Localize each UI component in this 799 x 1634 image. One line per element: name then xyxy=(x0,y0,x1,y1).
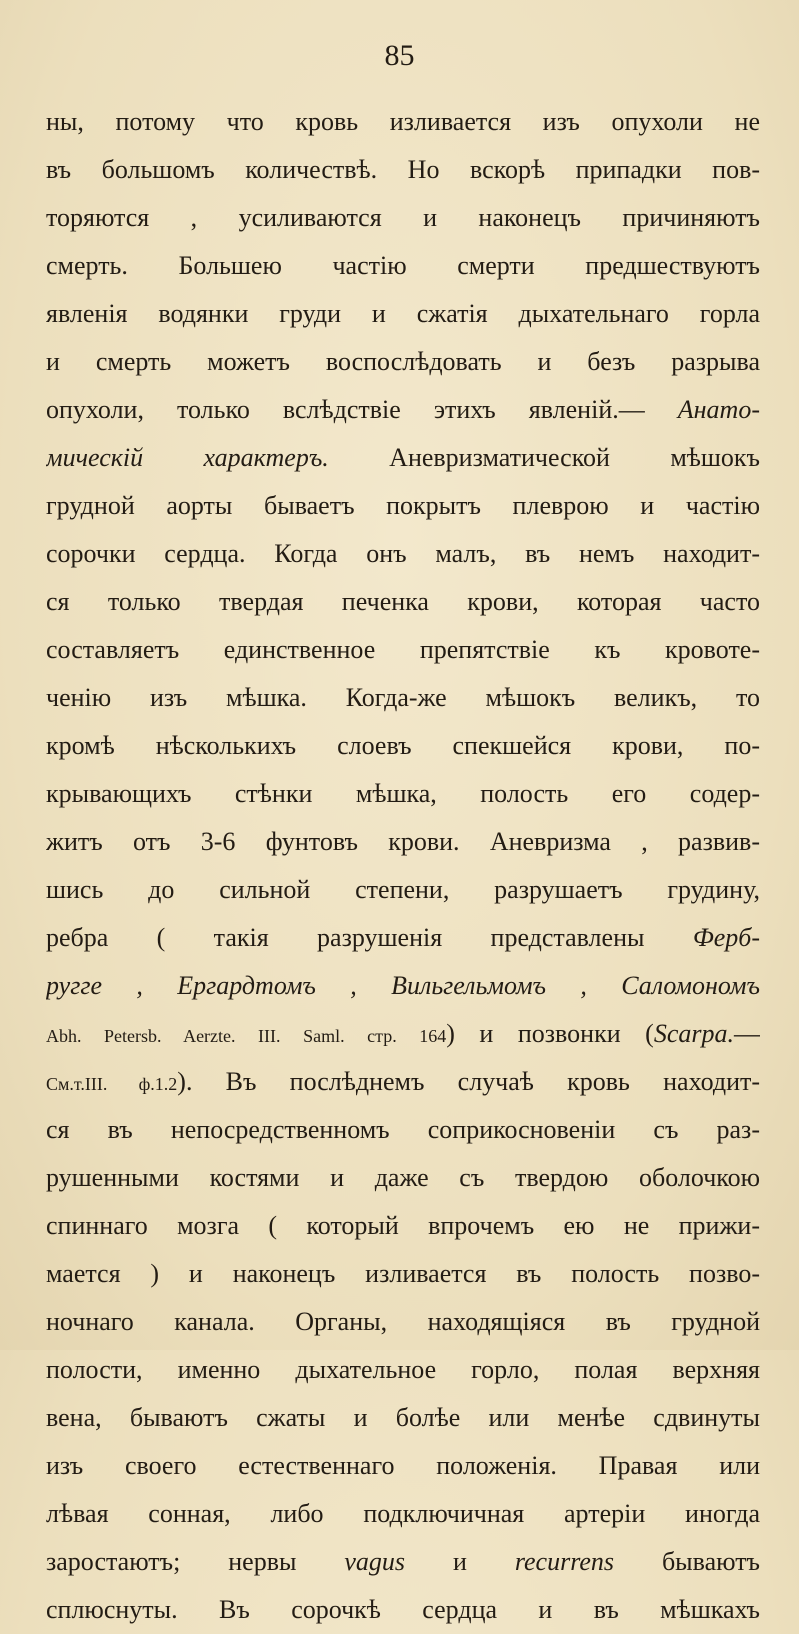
italic-text: мическій характеръ. xyxy=(46,443,329,472)
text-line xyxy=(46,338,760,386)
text-segment: вена, бываютъ сжаты и болѣе или менѣе сдвинуты xyxy=(46,1403,760,1432)
text-segment: житъ отъ 3-6 фунтовъ крови. Аневризма , развив- xyxy=(46,827,760,856)
text-line xyxy=(46,146,760,194)
text-line xyxy=(46,818,760,866)
text-line xyxy=(46,194,760,242)
text-line xyxy=(46,98,760,146)
text-segment: явленія водянки груди и сжатія дыхательнаго горла xyxy=(46,299,760,328)
text-segment: составляетъ единственное препятствіе къ кровоте- xyxy=(46,635,760,664)
text-segment: грудной аорты бываетъ покрытъ плеврою и частію xyxy=(46,491,760,520)
text-segment: сорочки сердца. Когда онъ малъ, въ немъ находит- xyxy=(46,539,760,568)
text-line xyxy=(46,1058,760,1106)
text-line xyxy=(46,1298,760,1346)
text-line xyxy=(46,530,760,578)
text-segment: полости, именно дыхательное горло, полая верхняя xyxy=(46,1355,760,1384)
text-segment: бываютъ xyxy=(614,1547,760,1576)
text-segment: торяются , усиливаются и наконецъ причиняютъ xyxy=(46,203,760,232)
text-segment: лѣвая сонная, либо подключичная артеріи иногда xyxy=(46,1499,760,1528)
text-segment: заростаютъ; нервы xyxy=(46,1547,345,1576)
text-segment: — xyxy=(733,1019,760,1048)
text-segment: мается ) и наконецъ изливается въ полость позво- xyxy=(46,1259,760,1288)
text-segment: Аневризматической мѣшокъ xyxy=(328,443,760,472)
reference-text: См.т.III. ф.1.2 xyxy=(46,1074,178,1094)
text-line xyxy=(46,1538,760,1586)
text-line xyxy=(46,1394,760,1442)
text-segment: ребра ( такія разрушенія представлены xyxy=(46,923,693,952)
page-number: 85 xyxy=(384,39,415,72)
italic-text: ругге , Ергардтомъ , Вильгельмомъ , Саломономъ xyxy=(46,971,760,1000)
text-segment: спиннаго мозга ( который впрочемъ ею не прижи- xyxy=(46,1211,760,1240)
italic-text: Анато- xyxy=(677,395,760,424)
italic-text: recurrens xyxy=(514,1547,615,1576)
text-line xyxy=(46,770,760,818)
italic-text: Ферб- xyxy=(692,923,760,952)
text-segment: ся только твердая печенка крови, которая часто xyxy=(46,587,760,616)
text-line xyxy=(46,962,760,1010)
italic-text: vagus xyxy=(344,1547,406,1576)
text-line xyxy=(46,674,760,722)
text-segment: изъ своего естественнаго положенія. Правая или xyxy=(46,1451,760,1480)
text-line xyxy=(46,1346,760,1394)
text-line xyxy=(46,914,760,962)
text-line xyxy=(46,482,760,530)
text-segment: ся въ непосредственномъ соприкосновеніи съ раз- xyxy=(46,1115,760,1144)
text-line xyxy=(46,578,760,626)
text-line xyxy=(46,434,760,482)
body-text xyxy=(46,98,760,1634)
text-segment: и смерть можетъ воспослѣдовать и безъ разрыва xyxy=(46,347,760,376)
text-segment: ночнаго канала. Органы, находящіяся въ грудной xyxy=(46,1307,760,1336)
text-line xyxy=(46,626,760,674)
text-segment: и xyxy=(405,1547,515,1576)
text-segment: смерть. Большею частію смерти предшествуютъ xyxy=(46,251,760,280)
text-line xyxy=(46,866,760,914)
text-segment: шись до сильной степени, разрушаетъ грудину, xyxy=(46,875,760,904)
text-line xyxy=(46,1250,760,1298)
text-segment: ченію изъ мѣшка. Когда-же мѣшокъ великъ, то xyxy=(46,683,760,712)
text-segment: опухоли, только вслѣдствіе этихъ явленій.— xyxy=(46,395,678,424)
text-line xyxy=(46,1586,760,1634)
text-line xyxy=(46,290,760,338)
text-line xyxy=(46,1442,760,1490)
text-line xyxy=(46,386,760,434)
text-segment: ) и позвонки ( xyxy=(446,1019,654,1048)
text-line xyxy=(46,242,760,290)
text-line xyxy=(46,1106,760,1154)
text-segment: въ большомъ количествѣ. Но вскорѣ припадки пов- xyxy=(46,155,760,184)
text-line xyxy=(46,1010,760,1058)
text-segment: кромѣ нѣсколькихъ слоевъ спекшейся крови, по- xyxy=(46,731,760,760)
text-segment: ). Въ послѣднемъ случаѣ кровь находит- xyxy=(177,1067,760,1096)
text-segment: рушенными костями и даже съ твердою оболочкою xyxy=(46,1163,760,1192)
text-line xyxy=(46,1202,760,1250)
text-segment: крывающихъ стѣнки мѣшка, полость его содер- xyxy=(46,779,760,808)
reference-text: Abh. Petersb. Aerzte. III. Saml. стр. 164 xyxy=(46,1026,447,1046)
text-segment: сплюснуты. Въ сорочкѣ сердца и въ мѣшкахъ xyxy=(46,1595,760,1624)
italic-text: Scarpa. xyxy=(653,1019,734,1048)
text-line xyxy=(46,722,760,770)
text-segment: ны, потому что кровь изливается изъ опухоли не xyxy=(46,107,760,136)
text-line xyxy=(46,1490,760,1538)
text-line xyxy=(46,1154,760,1202)
